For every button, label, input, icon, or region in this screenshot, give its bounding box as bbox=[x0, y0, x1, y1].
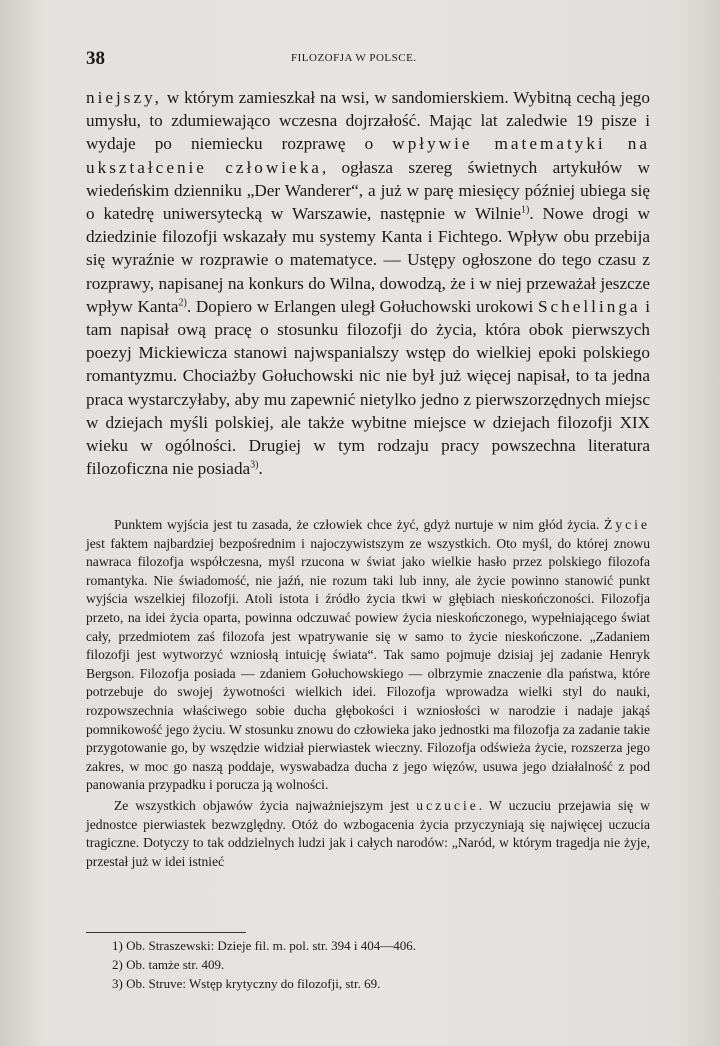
footnote-divider bbox=[86, 932, 246, 933]
body-text: , ogłasza szereg świetnych artykułów w wiedeńskim dzienniku „Der Wanderer“, a już w parę miesięcy później ubiega się o katedrę uniwersytecką w Warszawie, następnie w Wilnie bbox=[86, 157, 650, 224]
small-print-section bbox=[86, 514, 650, 871]
emphasis-text: Życie bbox=[604, 517, 650, 532]
body-text: Punktem wyjścia jest tu zasada, że człowiek chce żyć, gdyż nurtuje w nim głód życia. bbox=[114, 517, 605, 532]
main-paragraph bbox=[86, 86, 650, 480]
body-text: . bbox=[258, 459, 263, 479]
emphasis-text: wpływie matematyki na ukształcenie człowieka bbox=[86, 134, 650, 177]
footnote-ref: 3) bbox=[250, 459, 259, 471]
emphasis-text: Schellinga bbox=[537, 296, 641, 316]
body-text: Ze wszystkich objawów życia najważniejszym jest bbox=[114, 797, 417, 813]
footnote-ref: 2) bbox=[178, 297, 187, 309]
emphasis-text: uczucie bbox=[416, 797, 479, 813]
page-number: 38 bbox=[86, 48, 105, 69]
body-text: w którym zamieszkał na wsi, w sandomierskiem. Wybitną cechą jego umysłu, to zdumiewająco wczesna dojrzałość. Mając lat zaledwie 19 pisze i wydaje po niemiecku rozprawę o bbox=[86, 88, 650, 154]
body-text: jest faktem najbardziej bezpośrednim i najoczywistszym ze wszystkich. Oto myśl, do której znowu nawraca filozofja współczesna, myśl rzucona w świat jako wielkie hasło przez polskiego filozofa romantyka. Nie świadomość, nie jaźń, nie rozum taki lub inny, ale życie powinno stanowić punkt wyjścia wszelkiej filozofji. Atoli istota i źródło życia tkwi w głębiach nieskończoności. Filozofja przeto, na idei życia oparta, powinna odczuwać powiew życia nieskończonego, wypełniającego świat cały, przedmiotem zaś filozofa jest wpatrywanie się w samo to życie nieskończone. „Zadaniem filozofji jest wytworzyć wzniosłą intuicję świata“. Tak samo pojmuje dzisiaj jej zadanie Henryk Bergson. Filozofja posiada — zdaniem Gołuchowskiego — olbrzymie znaczenie dla państwa, które potrzebuje do swojej żywotności wielkich idei. Filozofja wprowadza wielki styl do nauki, rozpowszechnia właściwego sobie ducha głębokości i wzniosłości w narodzie i nadaje jakąś pomnikowość jego życiu. W stosunku znowu do człowieka jako jednostki ma filozofja za zadanie takie przygotowanie go, by wszędzie widział pierwiastek wieczny. Filozofja odświeża życie, rozszerza jego zakres, w moc go naszą poddaje, wyswabadza ducha z jego więzów, usuwa jego działalność z pod panowania przypadku i porucza ją wolności. bbox=[86, 535, 650, 793]
emphasis-text: niejszy, bbox=[86, 88, 162, 107]
footnote: 2) Ob. tamże str. 409. bbox=[112, 957, 225, 972]
body-text: i tam napisał ową pracę o stosunku filozofji do życia, która obok pierwszych poezyj Mickiewicza stanowi najwspanialszy wstęp do wielkiej epoki polskiego romantyzmu. Chociażby Gołuchowski nic nie był już więcej napisał, to ta jedna praca wystarczyłaby, aby mu zapewnić nietylko jedno z pierwszorzędnych miejsc w dziejach myśli polskiej, ale także wybitne miejsce w dziejach filozofji XIX wieku w ogólności. Drugiej w tym rodzaju pracy powszechna literatura filozoficzna nie posiada bbox=[86, 296, 650, 479]
page-header bbox=[86, 48, 654, 72]
footnote: 3) Ob. Struve: Wstęp krytyczny do filozofji, str. 69. bbox=[112, 976, 381, 991]
footnote: 1) Ob. Straszewski: Dzieje fil. m. pol. str. 394 i 404—406. bbox=[112, 938, 417, 953]
small-print-paragraph bbox=[86, 516, 650, 795]
main-text bbox=[86, 86, 650, 480]
footnotes bbox=[112, 936, 632, 993]
footnote-ref: 1) bbox=[520, 204, 530, 216]
body-text: . Nowe drogi w dziedzinie filozofji wskazały mu systemy Kanta i Fichtego. Wpływ obu przebija się wyraźnie w rozprawie o matematyce. — Ustępy ogłoszone do tego czasu z rozprawy, napisanej na konkurs do Wilna, dowodzą, że i w niej przeważał jeszcze wpływ Kanta bbox=[86, 204, 650, 316]
running-title: FILOZOFJA W POLSCE. bbox=[291, 52, 417, 64]
body-text: . Dopiero w Erlangen uległ Gołuchowski urokowi bbox=[186, 296, 538, 316]
small-print-paragraph bbox=[86, 797, 650, 871]
body-text: . W uczuciu przejawia się w jednostce pierwiastek bezwzględny. Otóż do wzbogacenia życia przyczyniają się najwięcej uczucia tragiczne. Dotyczy to tak oddzielnych ludzi jak i całych narodów: „Naród, w którym tragedja nie żyje, przestał już w idei istnieć bbox=[86, 797, 650, 869]
